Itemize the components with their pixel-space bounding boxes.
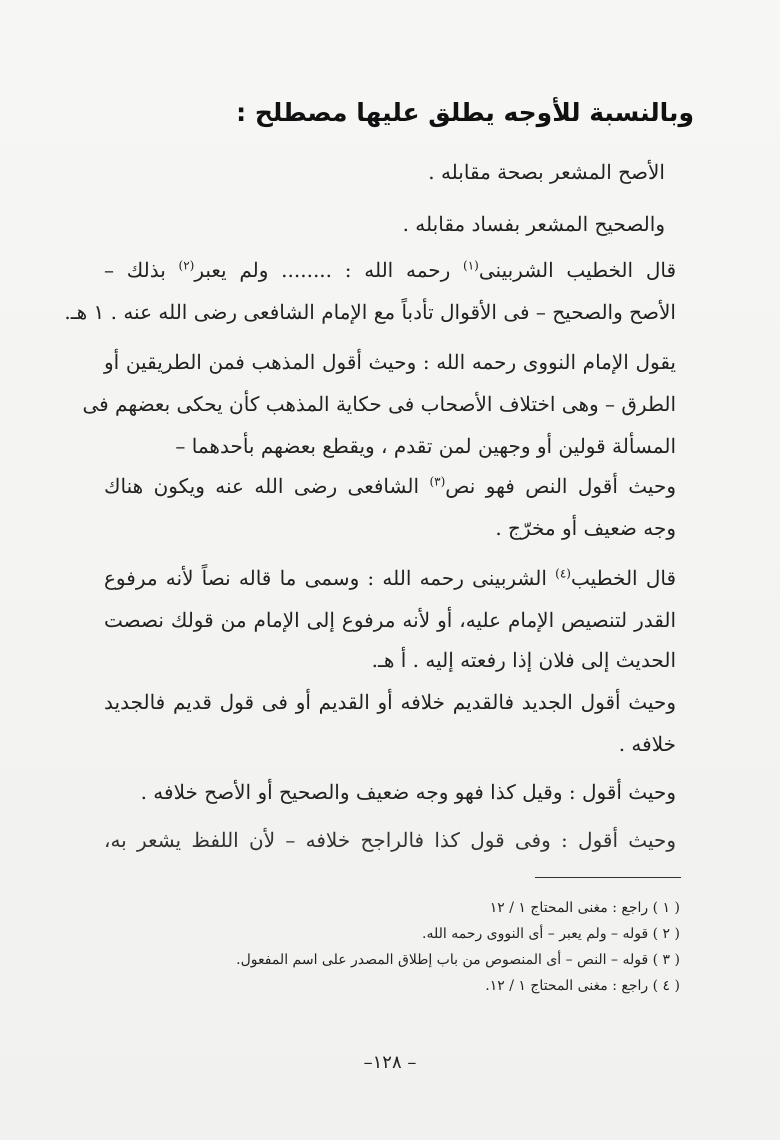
- text-segment: قال الخطيب: [570, 566, 677, 590]
- footnote-3: ( ٣ ) قوله – النص – أى المنصوص من باب إطلاق المصدر على اسم المفعول.: [236, 952, 680, 968]
- footnote-separator: [535, 877, 681, 878]
- text-line-1: الأصح المشعر بصحة مقابله .: [428, 160, 665, 184]
- text-line-5: يقول الإمام النووى رحمه الله : وحيث أقول المذهب فمن الطريقين أو: [104, 350, 676, 374]
- page-number: –١٢٨ –: [363, 1052, 417, 1073]
- text-line-4: الأصح والصحيح – فى الأقوال تأدباً مع الإمام الشافعى رضى الله عنه . ١ هـ.: [64, 300, 676, 324]
- text-segment: وحيث أقول النص فهو نص: [445, 474, 676, 498]
- text-line-14: خلافه .: [618, 732, 676, 756]
- text-line-7: المسألة قولين أو وجهين لمن تقدم ، ويقطع بعضهم بأحدهما –: [175, 434, 676, 458]
- text-line-16: وحيث أقول : وفى قول كذا فالراجح خلافه – لأن اللفظ يشعر به،: [104, 828, 676, 852]
- text-line-2: والصحيح المشعر بفساد مقابله .: [402, 212, 665, 236]
- text-line-3: [104, 258, 676, 282]
- footnote-ref-1: (١): [463, 258, 479, 273]
- text-line-9: وجه ضعيف أو مخرّج .: [495, 516, 676, 540]
- footnote-4: ( ٤ ) راجع : مغنى المحتاج ١ / ١٢.: [485, 978, 680, 994]
- text-line-8: [104, 474, 676, 498]
- footnote-ref-2: (٢): [178, 258, 195, 273]
- footnote-ref-4: (٤): [555, 566, 571, 581]
- footnote-1: ( ١ ) راجع : مغنى المحتاج ١ / ١٢: [489, 900, 680, 916]
- text-segment: قال الخطيب الشربينى: [478, 258, 677, 282]
- footnote-2: ( ٢ ) قوله – ولم يعبر – أى النووى رحمه الله.: [422, 926, 680, 942]
- text-line-13: وحيث أقول الجديد فالقديم خلافه أو القديم أو فى قول قديم فالجديد: [104, 690, 676, 714]
- text-line-6: الطرق – وهى اختلاف الأصحاب فى حكاية المذهب كأن يحكى بعضهم فى: [82, 392, 676, 416]
- footnote-ref-3: (٣): [429, 474, 446, 489]
- text-line-15: وحيث أقول : وقيل كذا فهو وجه ضعيف والصحيح أو الأصح خلافه .: [140, 780, 676, 804]
- text-segment: الشربينى رحمه الله : وسمى ما قاله نصاً لأنه مرفوع: [104, 566, 556, 590]
- text-line-12: الحديث إلى فلان إذا رفعته إليه . أ هـ.: [371, 648, 676, 672]
- text-line-11: القدر لتنصيص الإمام عليه، أو لأنه مرفوع إلى الإمام من قولك نصصت: [104, 608, 676, 632]
- text-segment: الشافعى رضى الله عنه ويكون هناك: [104, 474, 430, 498]
- text-segment: رحمه الله : ........ ولم يعبر: [194, 258, 464, 282]
- section-heading: وبالنسبة للأوجه يطلق عليها مصطلح :: [236, 98, 694, 127]
- text-segment: بذلك –: [104, 258, 179, 282]
- text-line-10: [104, 566, 676, 590]
